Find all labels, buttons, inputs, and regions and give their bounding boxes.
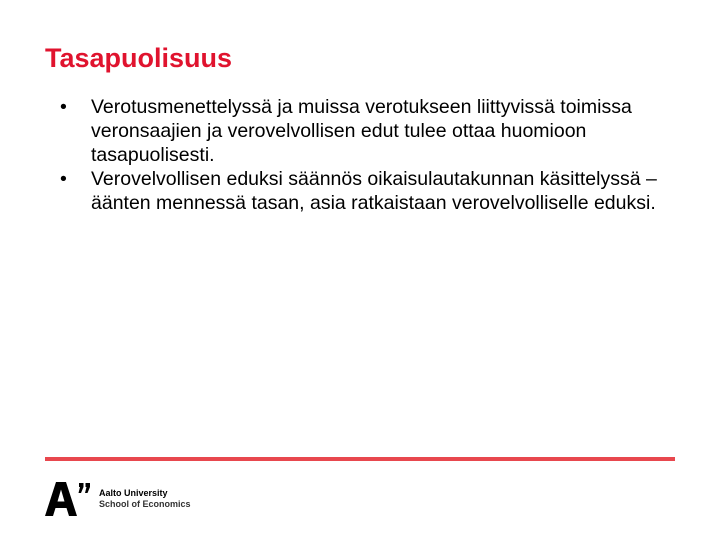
- bullet-item: [60, 95, 700, 167]
- aalto-a-quote-logo-icon: [45, 482, 95, 516]
- school-name: School of Economics: [99, 499, 191, 509]
- university-name: Aalto University: [99, 488, 168, 498]
- bullet-item: [60, 167, 700, 215]
- bullet-text: Verovelvollisen eduksi säännös oikaisulautakunnan käsittelyssä – äänten mennessä tasan, asia ratkaistaan verovelvolliselle eduksi.: [91, 168, 657, 214]
- footer-divider: [45, 457, 675, 461]
- bullet-text: Verotusmenettelyssä ja muissa verotukseen liittyvissä toimissa veronsaajien ja verovelvollisen edut tulee ottaa huomioon tasapuolisesti.: [91, 96, 632, 166]
- bullet-icon: •: [60, 96, 67, 118]
- slide-title: Tasapuolisuus: [45, 43, 233, 73]
- bullet-list: [60, 95, 700, 215]
- bullet-icon: •: [60, 168, 67, 190]
- aalto-logo: [45, 482, 215, 516]
